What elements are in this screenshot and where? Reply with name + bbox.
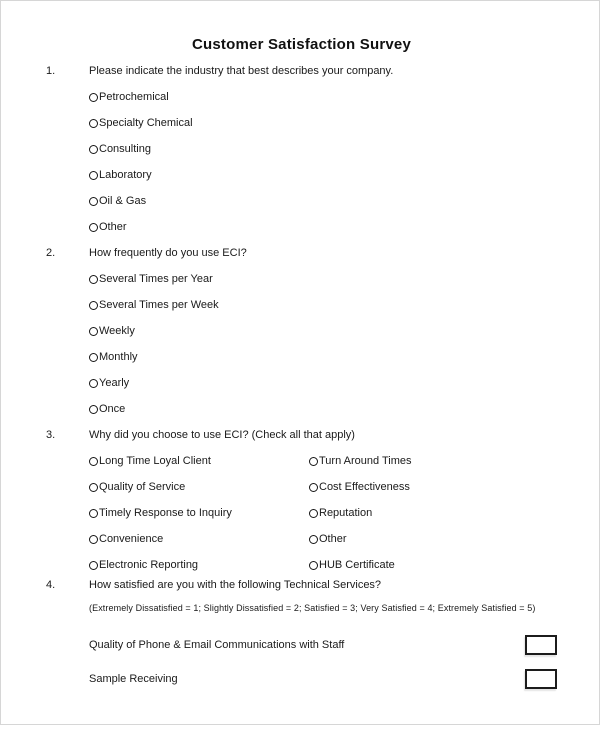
- option-row: [46, 500, 557, 526]
- option-label: Several Times per Week: [99, 299, 219, 311]
- radio-q3-electronic-reporting-icon[interactable]: [89, 561, 98, 570]
- question-2-text: How frequently do you use ECI?: [89, 247, 247, 259]
- radio-q3-timely-response-to-inquiry-icon[interactable]: [89, 509, 98, 518]
- option-label: HUB Certificate: [319, 559, 395, 571]
- option-label: Once: [99, 403, 126, 415]
- radio-q1-other-icon[interactable]: [89, 223, 98, 232]
- radio-q3-other-icon[interactable]: [309, 535, 318, 544]
- radio-q3-convenience-icon[interactable]: [89, 535, 98, 544]
- rating-item-row: [46, 666, 557, 692]
- question-3-number: 3.: [46, 429, 56, 441]
- question-4: [46, 572, 557, 598]
- option-label: Convenience: [99, 533, 164, 545]
- option-label: Monthly: [99, 351, 138, 363]
- option-row: [46, 188, 557, 214]
- option-label: Other: [99, 221, 127, 233]
- question-2-number: 2.: [46, 247, 56, 259]
- radio-q3-cost-effectiveness-icon[interactable]: [309, 483, 318, 492]
- radio-q2-several-times-per-year-icon[interactable]: [89, 275, 98, 284]
- option-label: Laboratory: [99, 169, 152, 181]
- option-label: Quality of Service: [99, 481, 186, 493]
- radio-q3-reputation-icon[interactable]: [309, 509, 318, 518]
- option-row: [46, 474, 557, 500]
- question-3: [46, 422, 557, 448]
- option-row: [46, 396, 557, 422]
- radio-q3-turn-around-times-icon[interactable]: [309, 457, 318, 466]
- option-label: Consulting: [99, 143, 151, 155]
- question-4-number: 4.: [46, 579, 56, 591]
- option-label: Turn Around Times: [319, 455, 412, 467]
- question-1: [46, 58, 557, 84]
- radio-q1-petrochemical-icon[interactable]: [89, 93, 98, 102]
- rating-scale-note: (Extremely Dissatisfied = 1; Slightly Dissatisfied = 2; Satisfied = 3; Very Satisfied = 4; Extremely Satisfied = 5): [89, 603, 536, 613]
- option-label: Other: [319, 533, 347, 545]
- rating-item-row: [46, 632, 557, 658]
- radio-q1-consulting-icon[interactable]: [89, 145, 98, 154]
- option-row: [46, 136, 557, 162]
- question-1-text: Please indicate the industry that best describes your company.: [89, 65, 394, 77]
- option-label: Oil & Gas: [99, 195, 147, 207]
- question-4-text: How satisfied are you with the following Technical Services?: [89, 579, 382, 591]
- option-row: [46, 448, 557, 474]
- option-label: Long Time Loyal Client: [99, 455, 211, 467]
- option-row: [46, 110, 557, 136]
- option-label: Reputation: [319, 507, 373, 519]
- radio-q3-quality-of-service-icon[interactable]: [89, 483, 98, 492]
- score-input-sample-receiving[interactable]: [525, 669, 557, 689]
- option-label: Petrochemical: [99, 91, 169, 103]
- radio-q1-specialty-chemical-icon[interactable]: [89, 119, 98, 128]
- option-label: Specialty Chemical: [99, 117, 193, 129]
- option-row: [46, 84, 557, 110]
- option-row: [46, 162, 557, 188]
- option-label: Weekly: [99, 325, 135, 337]
- question-3-text: Why did you choose to use ECI? (Check all that apply): [89, 429, 355, 441]
- survey-content: [1, 38, 599, 692]
- radio-q2-monthly-icon[interactable]: [89, 353, 98, 362]
- option-row: [46, 526, 557, 552]
- radio-q2-yearly-icon[interactable]: [89, 379, 98, 388]
- option-label: Yearly: [99, 377, 130, 389]
- radio-q3-long-time-loyal-client-icon[interactable]: [89, 457, 98, 466]
- question-1-number: 1.: [46, 65, 56, 77]
- option-row: [46, 370, 557, 396]
- option-label: Several Times per Year: [99, 273, 213, 285]
- option-row: [46, 214, 557, 240]
- radio-q2-several-times-per-week-icon[interactable]: [89, 301, 98, 310]
- score-input-quality-of-phone-email-communications[interactable]: [525, 635, 557, 655]
- option-row: [46, 318, 557, 344]
- option-label: Cost Effectiveness: [319, 481, 410, 493]
- survey-title: Customer Satisfaction Survey: [192, 36, 411, 53]
- radio-q1-laboratory-icon[interactable]: [89, 171, 98, 180]
- rating-item-label: Sample Receiving: [89, 673, 178, 685]
- rating-item-label: Quality of Phone & Email Communications with Staff: [89, 639, 345, 651]
- option-row: [46, 266, 557, 292]
- option-label: Electronic Reporting: [99, 559, 199, 571]
- option-row: [46, 344, 557, 370]
- radio-q2-weekly-icon[interactable]: [89, 327, 98, 336]
- question-2: [46, 240, 557, 266]
- option-label: Timely Response to Inquiry: [99, 507, 232, 519]
- radio-q3-hub-certificate-icon[interactable]: [309, 561, 318, 570]
- radio-q2-once-icon[interactable]: [89, 405, 98, 414]
- option-row: [46, 292, 557, 318]
- radio-q1-oil-and-gas-icon[interactable]: [89, 197, 98, 206]
